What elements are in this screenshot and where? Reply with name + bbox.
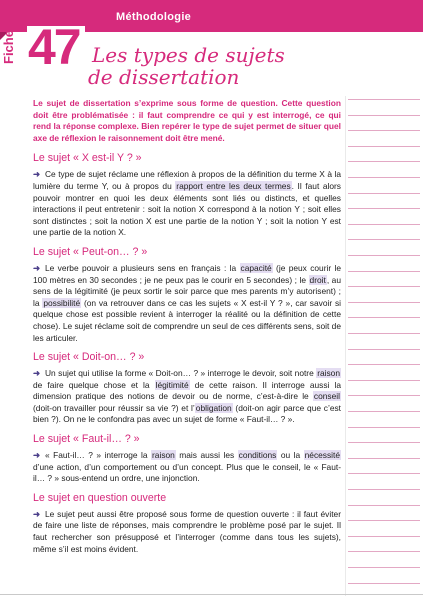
arrow-icon: ➜: [33, 450, 41, 461]
fiche-number: 47: [28, 19, 80, 75]
section-label: Méthodologie: [116, 11, 192, 23]
ruled-line: [348, 161, 420, 162]
ruled-line: [348, 442, 420, 443]
ruled-line: [348, 349, 420, 350]
ruled-line: [348, 130, 420, 131]
ruled-line: [348, 302, 420, 303]
section-doit-on: [33, 351, 341, 426]
intro-paragraph: Le sujet de dissertation s’exprime sous forme de question. Cette question doit être problématisée : il faut comprendre ce qui y est interrogé, ce qui rend la réponse complexe. Bien repérer le type de sujet permet de situer quel axe de réflexion le raisonnement doit être mené.: [33, 98, 341, 143]
title-line-1: Les types de sujets: [92, 43, 285, 67]
column-divider: [345, 96, 346, 596]
ruled-line: [348, 520, 420, 521]
text: Un sujet qui utilise la forme « Doit-on… ? » interroge le devoir, soit notre: [45, 368, 317, 379]
ruled-line: [348, 99, 420, 100]
ruled-line: [348, 115, 420, 116]
text: , au sens de la légitimité (je peux sortir le soir parce que mes parents m’y autorisent) ; la: [33, 274, 341, 308]
highlighted-term: obligation: [195, 402, 232, 413]
section-body: [33, 509, 341, 555]
ruled-line: [348, 489, 420, 490]
ruled-line: [348, 193, 420, 194]
highlighted-term: raison: [152, 450, 175, 461]
ruled-line: [348, 427, 420, 428]
ruled-line: [348, 208, 420, 209]
notes-ruled-area: [348, 96, 420, 596]
section-peut-on: [33, 246, 341, 344]
highlighted-term: rapport entre les deux termes: [176, 180, 291, 191]
text: ou la: [277, 450, 304, 461]
text: de faire quelque chose et la: [33, 379, 155, 390]
ruled-line: [348, 536, 420, 537]
section-body: [33, 450, 341, 485]
section-body: [33, 169, 341, 239]
highlighted-term: possibilité: [43, 297, 81, 308]
text: mais aussi les: [175, 450, 238, 461]
section-heading: Le sujet en question ouverte: [33, 491, 167, 504]
ruled-line: [348, 364, 420, 365]
text: (doit-on agir parce que c’est bien ?). On ne le confondra pas avec un sujet de forme « Faut-il… ? ».: [33, 402, 342, 425]
text: . Il faut alors pouvoir montrer en quoi les deux éléments sont liés ou distincts, et quelles interactions il peut entretenir : soit la notion X correspond à la notion Y ; soit elles sont distinctes ; soit la notion X est une partie de la notion Y ; soit la notion Y est une partie de la notion X.: [33, 180, 341, 238]
ruled-line: [348, 395, 420, 396]
ruled-line: [348, 271, 420, 272]
highlighted-term: conseil: [313, 391, 340, 402]
text: « Faut-il… ? » interroge la: [45, 450, 152, 461]
ruled-line: [348, 239, 420, 240]
section-heading: Le sujet « Faut-il… ? »: [33, 433, 140, 446]
ruled-line: [348, 458, 420, 459]
ruled-line: [348, 551, 420, 552]
highlighted-term: capacité: [240, 262, 272, 273]
section-body: [33, 368, 341, 426]
arrow-icon: ➜: [33, 262, 41, 273]
ruled-line: [348, 177, 420, 178]
section-heading: Le sujet « X est-il Y ? »: [33, 152, 142, 165]
page-title: [88, 43, 292, 89]
section-heading: Le sujet « Peut-on… ? »: [33, 245, 148, 258]
ruled-line: [348, 317, 420, 318]
text: (on va retrouver dans ce cas les sujets « X est-il Y ? », car savoir si quelque chose est possible revient à interroger la réalité ou la définition de cette chose). Le sujet réclame soit de comprendre un seul de ces différents sens, soit de les articuler.: [33, 297, 341, 343]
arrow-icon: ➜: [33, 368, 41, 379]
text: Le sujet peut aussi être proposé sous forme de question ouverte : il faut éviter de faire une liste de réponses, mais comprendre le problème posé par le sujet. Il faut rechercher son présupposé et l’interroger (comme dans tous les sujets), même s’il est moins évident.: [33, 508, 341, 554]
ruled-line: [348, 255, 420, 256]
arrow-icon: ➜: [33, 169, 41, 180]
text: de cette raison. Il interroge aussi la dimension pratique des notions de devoir ou de norme, c’est-à-dire le: [33, 379, 341, 402]
ruled-line: [348, 333, 420, 334]
ruled-line: [348, 224, 420, 225]
text: Le verbe pouvoir a plusieurs sens en français : la: [45, 262, 240, 273]
section-faut-il: [33, 433, 341, 485]
ruled-line: [348, 380, 420, 381]
ruled-line: [348, 583, 420, 584]
ruled-line: [348, 286, 420, 287]
main-content: [33, 98, 341, 562]
highlighted-term: raison: [317, 368, 340, 379]
text: Ce type de sujet réclame une réflexion à propos de la définition du terme X à la lumière du terme Y, ou à propos du: [33, 169, 341, 191]
arrow-icon: ➜: [33, 508, 41, 519]
ruled-line: [348, 473, 420, 474]
text: (doit-on travailler pour réussir sa vie ?) et l’: [33, 402, 195, 413]
ruled-line: [348, 567, 420, 568]
highlighted-term: conditions: [238, 450, 277, 461]
highlighted-term: nécessité: [304, 450, 341, 461]
ruled-line: [348, 146, 420, 147]
title-line-2: de dissertation: [88, 65, 240, 89]
section-heading: Le sujet « Doit-on… ? »: [33, 351, 145, 364]
fiche-label: Fiche: [1, 30, 16, 64]
section-x-est-il-y: [33, 152, 341, 239]
ruled-line: [348, 411, 420, 412]
highlighted-term: légitimité: [155, 379, 189, 390]
section-question-ouverte: [33, 492, 341, 555]
text: d’une action, d’un comportement ou d’un concept. Plus que le conseil, le « Faut-il… ? » sous-entend un ordre, une injonction.: [33, 461, 341, 484]
highlighted-term: droit: [309, 274, 326, 285]
ruled-line: [348, 505, 420, 506]
text: (je peux courir le 100 mètres en 30 secondes ; je ne peux pas le courir en 5 secondes) ; le: [33, 262, 341, 285]
section-body: [33, 263, 341, 344]
page-bottom-rule: [0, 594, 423, 595]
